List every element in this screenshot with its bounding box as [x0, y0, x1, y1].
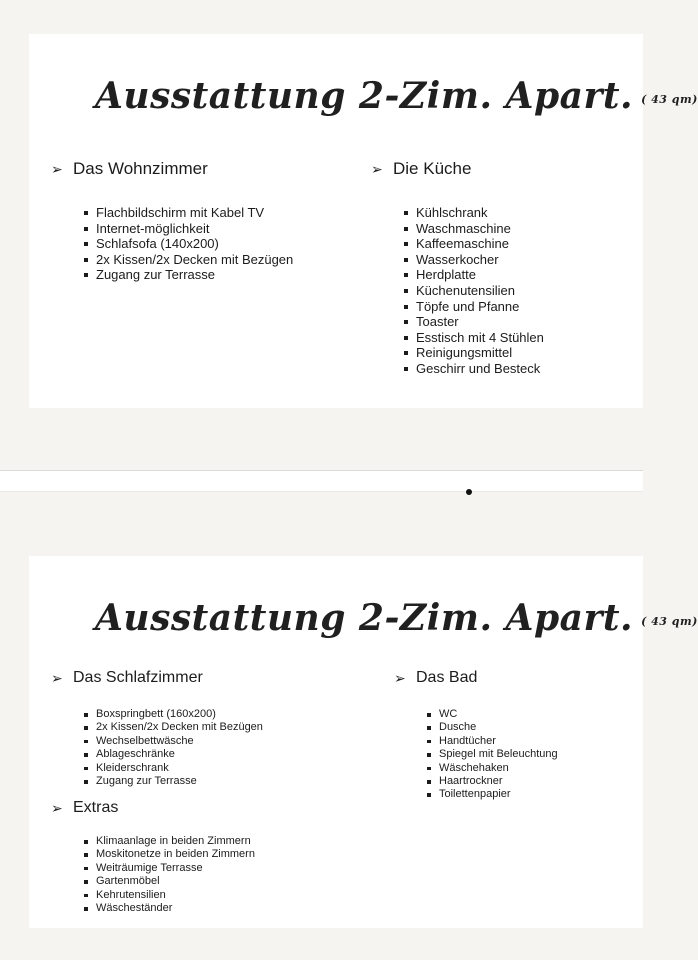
- equipment-card-living-kitchen: [29, 34, 698, 408]
- list-item: Waschmaschine: [416, 221, 544, 237]
- list-item: Zugang zur Terrasse: [96, 267, 293, 283]
- square-bullet-icon: [84, 258, 88, 262]
- item-list: [96, 835, 255, 915]
- card-title: [95, 75, 698, 117]
- section-heading-text: Das Wohnzimmer: [73, 159, 208, 178]
- square-bullet-icon: [404, 289, 408, 293]
- list-item: Internet-möglichkeit: [96, 221, 293, 237]
- card-title: [95, 597, 698, 639]
- square-bullet-icon: [84, 780, 88, 784]
- section-kitchen: [371, 159, 544, 376]
- list-item: Spiegel mit Beleuchtung: [439, 748, 558, 761]
- equipment-card-bedroom-bath: [29, 556, 698, 928]
- list-item: Esstisch mit 4 Stühlen: [416, 330, 544, 346]
- page-dot: [466, 489, 472, 495]
- list-item: Zugang zur Terrasse: [96, 775, 263, 788]
- list-item: WC: [439, 708, 558, 721]
- list-item: Kaffeemaschine: [416, 236, 544, 252]
- square-bullet-icon: [84, 880, 88, 884]
- list-item: 2x Kissen/2x Decken mit Bezügen: [96, 721, 263, 734]
- section-heading: [51, 669, 203, 687]
- size-note: ( 43 qm): [641, 614, 698, 628]
- background-gap: [0, 492, 643, 552]
- list-item: Wechselbettwäsche: [96, 735, 263, 748]
- section-heading: [51, 159, 208, 179]
- list-item: Boxspringbett (160x200): [96, 708, 263, 721]
- section-extras: [51, 799, 255, 915]
- square-bullet-icon: [427, 793, 431, 797]
- square-bullet-icon: [84, 753, 88, 757]
- list-item: Wäscheständer: [96, 902, 255, 915]
- item-list: [96, 708, 263, 788]
- list-item: Flachbildschirm mit Kabel TV: [96, 205, 293, 221]
- list-item: Wasserkocher: [416, 252, 544, 268]
- list-item: Kühlschrank: [416, 205, 544, 221]
- square-bullet-icon: [427, 726, 431, 730]
- list-item: Schlafsofa (140x200): [96, 236, 293, 252]
- list-item: Herdplatte: [416, 267, 544, 283]
- square-bullet-icon: [84, 867, 88, 871]
- square-bullet-icon: [404, 351, 408, 355]
- list-item: Kehrutensilien: [96, 889, 255, 902]
- square-bullet-icon: [404, 305, 408, 309]
- section-heading: [371, 159, 471, 179]
- section-bathroom: [394, 669, 558, 801]
- square-bullet-icon: [84, 740, 88, 744]
- square-bullet-icon: [404, 273, 408, 277]
- list-item: Gartenmöbel: [96, 875, 255, 888]
- arrowhead-bullet-icon: ➢: [394, 669, 406, 686]
- square-bullet-icon: [84, 211, 88, 215]
- size-note: ( 43 qm): [641, 92, 698, 106]
- list-item: Klimaanlage in beiden Zimmern: [96, 835, 255, 848]
- title-text: Ausstattung 2-Zim. Apart.: [95, 597, 634, 639]
- item-list: [416, 205, 544, 377]
- list-item: Toaster: [416, 314, 544, 330]
- list-item: Dusche: [439, 721, 558, 734]
- square-bullet-icon: [427, 713, 431, 717]
- list-item: Küchenutensilien: [416, 283, 544, 299]
- square-bullet-icon: [404, 336, 408, 340]
- section-heading-text: Extras: [73, 799, 119, 816]
- section-living-room: [51, 159, 294, 283]
- square-bullet-icon: [427, 740, 431, 744]
- list-item: 2x Kissen/2x Decken mit Bezügen: [96, 252, 293, 268]
- list-item: Wäschehaken: [439, 762, 558, 775]
- square-bullet-icon: [404, 227, 408, 231]
- square-bullet-icon: [84, 907, 88, 911]
- square-bullet-icon: [84, 242, 88, 246]
- square-bullet-icon: [404, 242, 408, 246]
- section-heading: [51, 799, 118, 817]
- square-bullet-icon: [84, 767, 88, 771]
- arrowhead-bullet-icon: ➢: [51, 669, 63, 686]
- square-bullet-icon: [84, 726, 88, 730]
- list-item: Reinigungsmittel: [416, 345, 544, 361]
- section-heading: [394, 669, 477, 687]
- square-bullet-icon: [84, 853, 88, 857]
- square-bullet-icon: [404, 320, 408, 324]
- square-bullet-icon: [427, 767, 431, 771]
- list-item: Geschirr und Besteck: [416, 361, 544, 377]
- square-bullet-icon: [404, 211, 408, 215]
- list-item: Toilettenpapier: [439, 788, 558, 801]
- section-heading-text: Das Schlafzimmer: [73, 669, 203, 686]
- arrowhead-bullet-icon: ➢: [51, 799, 63, 816]
- list-item: Handtücher: [439, 735, 558, 748]
- list-item: Kleiderschrank: [96, 762, 263, 775]
- list-item: Weiträumige Terrasse: [96, 862, 255, 875]
- square-bullet-icon: [84, 840, 88, 844]
- section-heading-text: Die Küche: [393, 159, 472, 178]
- square-bullet-icon: [84, 273, 88, 277]
- section-heading-text: Das Bad: [416, 669, 478, 686]
- arrowhead-bullet-icon: ➢: [51, 160, 63, 177]
- title-text: Ausstattung 2-Zim. Apart.: [95, 75, 634, 117]
- page-separator: [0, 470, 643, 492]
- section-bedroom: [51, 669, 263, 788]
- square-bullet-icon: [84, 227, 88, 231]
- square-bullet-icon: [427, 753, 431, 757]
- square-bullet-icon: [404, 367, 408, 371]
- list-item: Moskitonetze in beiden Zimmern: [96, 848, 255, 861]
- square-bullet-icon: [404, 258, 408, 262]
- square-bullet-icon: [427, 780, 431, 784]
- square-bullet-icon: [84, 713, 88, 717]
- item-list: [96, 205, 293, 283]
- list-item: Haartrockner: [439, 775, 558, 788]
- square-bullet-icon: [84, 894, 88, 898]
- arrowhead-bullet-icon: ➢: [371, 160, 383, 177]
- item-list: [439, 708, 558, 802]
- list-item: Ablageschränke: [96, 748, 263, 761]
- list-item: Töpfe und Pfanne: [416, 299, 544, 315]
